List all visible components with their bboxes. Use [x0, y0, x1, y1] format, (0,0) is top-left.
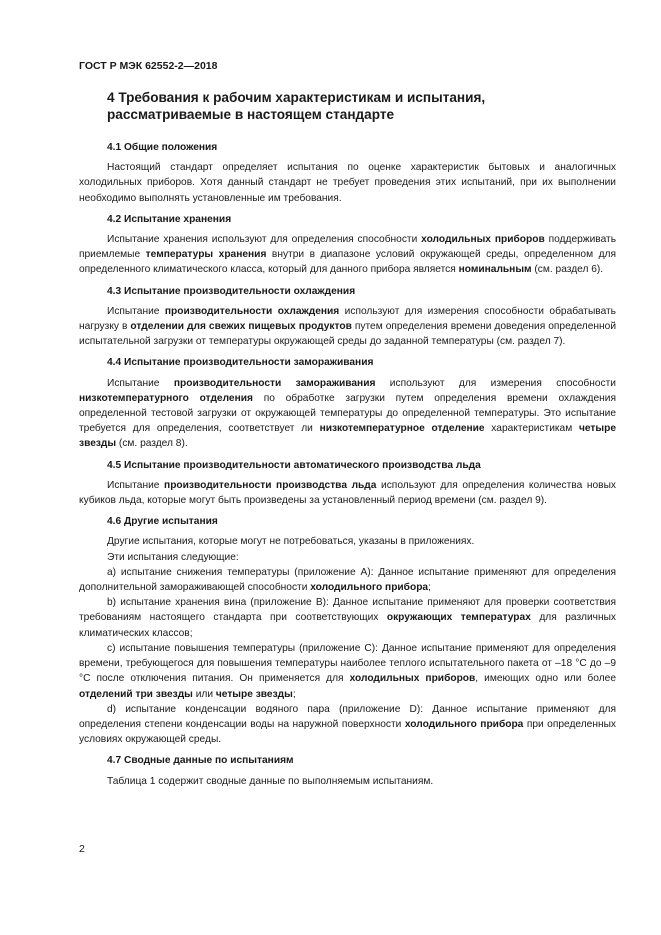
chapter-heading: [107, 89, 616, 123]
term: производительности охлаждения: [164, 305, 340, 317]
section-4-2-heading: 4.2 Испытание хранения: [107, 213, 232, 225]
text: при определенных условиях окружающей среды.: [79, 718, 617, 746]
text: b) испытание хранения вина (приложение В): Данное испытание применяют для проверки соответствия требованиям настоящего стандарта при соответствующих: [79, 597, 616, 624]
text: (см. раздел 8).: [116, 438, 188, 450]
section-4-1-heading: 4.1 Общие положения: [107, 142, 218, 153]
term: окружающих температурах: [386, 612, 531, 624]
term: номинальным: [458, 264, 532, 276]
section-4-5-paragraph: [79, 478, 616, 508]
section-4-6-intro: Другие испытания, которые могут не потребоваться, указаны в приложениях.: [107, 536, 475, 548]
chapter-heading-line-1: 4 Требования к рабочим характеристикам и испытания,: [107, 90, 486, 105]
text: ;: [428, 582, 431, 594]
term: отделении для свежих пищевых продуктов: [130, 321, 352, 333]
text: , имеющих одно или более: [475, 673, 616, 685]
term: низкотемпературное отделение: [319, 423, 485, 435]
term: холодильного прибора: [310, 582, 429, 594]
text: d) испытание конденсации водяного пара (приложение D): Данное испытание применяют для определения степени конденсации воды на наружной поверхности: [79, 703, 616, 730]
text: используют для измерения способности обрабатывать нагрузку в: [79, 305, 616, 333]
text: Испытание: [107, 479, 165, 491]
term: холодильного прибора: [404, 718, 524, 730]
standard-designation: ГОСТ Р МЭК 62552-2—2018: [79, 60, 218, 72]
text: поддерживать приемлемые: [79, 234, 616, 261]
text: используют для измерения способности: [375, 377, 616, 389]
section-4-6-list-intro: Эти испытания следующие:: [107, 551, 239, 563]
section-4-7-paragraph: Таблица 1 содержит сводные данные по выполняемым испытаниям.: [107, 775, 434, 787]
list-item-d: [79, 702, 616, 748]
list-item-a: [79, 565, 616, 595]
text: по обработке загрузки путем определения времени охлаждения определенной тестовой загрузки от окружающей температуры до определенной температуры. Это испытание требуется для определения, соответствует ли: [79, 392, 616, 435]
text: с) испытание повышения температуры (приложение С): Данное испытание применяют для определения времени, требующегося для повышения температуры наиболее теплого испытательного пакета от –18 °С до –9 °С после отключения питания. Он применяется для: [79, 642, 616, 685]
section-4-1-paragraph: Настоящий стандарт определяет испытания по оценке характеристик бытовых и аналогичных холодильных приборов. Хотя данный стандарт не требует проведения этих испытаний, при их выполнении необходимо выполнять установленные им требования.: [79, 162, 616, 204]
section-4-6-heading: 4.6 Другие испытания: [107, 516, 218, 528]
term: холодильных приборов: [349, 673, 476, 685]
text: (см. раздел 6).: [531, 264, 604, 276]
list-item-c: [79, 641, 616, 702]
section-4-2-paragraph: [79, 232, 616, 278]
text: для различных климатических классов;: [79, 612, 616, 639]
section-4-7-heading: 4.7 Сводные данные по испытаниям: [107, 755, 294, 767]
text: или: [192, 688, 216, 700]
page-content: [79, 89, 616, 789]
text: Испытание хранения используют для определения способности: [107, 234, 422, 246]
term: четыре звезды: [79, 423, 616, 450]
text: а) испытание снижения температуры (приложение А): Данное испытание применяют для определения дополнительной замораживающей способности: [79, 566, 616, 594]
term: холодильных приборов: [421, 234, 545, 246]
section-4-4-paragraph: [79, 376, 616, 452]
term: производительности замораживания: [173, 377, 376, 389]
text: ;: [292, 688, 296, 700]
list-item-b: [79, 595, 616, 641]
term: отделений три звезды: [79, 688, 193, 700]
chapter-heading-line-2: рассматриваемые в настоящем стандарте: [107, 107, 395, 122]
term: низкотемпературного отделения: [79, 392, 253, 404]
term: четыре звезды: [215, 688, 293, 700]
text: путем определения времени доведения определенной испытательной загрузки от температуры окружающей среды до заданной температуры (см. раздел 7).: [79, 321, 617, 348]
text: внутри в диапазоне условий окружающей среды, определенном для определенного климатического класса, который для данного прибора является: [79, 249, 616, 276]
term: температуры хранения: [145, 249, 267, 261]
section-4-4-heading: 4.4 Испытание производительности замораживания: [107, 357, 374, 369]
section-4-5-heading: 4.5 Испытание производительности автоматического производства льда: [107, 459, 481, 471]
term: производительности производства льда: [164, 479, 377, 491]
text: используют для определения количества новых кубиков льда, которые могут быть произведены за установленный период времени (см. раздел 9).: [79, 479, 616, 507]
section-4-3-paragraph: [79, 304, 616, 350]
page-number: 2: [79, 843, 85, 855]
text: Испытание: [107, 377, 174, 389]
text: характеристикам: [484, 423, 579, 435]
section-4-3-heading: 4.3 Испытание производительности охлаждения: [107, 285, 356, 297]
text: Испытание: [107, 305, 165, 317]
